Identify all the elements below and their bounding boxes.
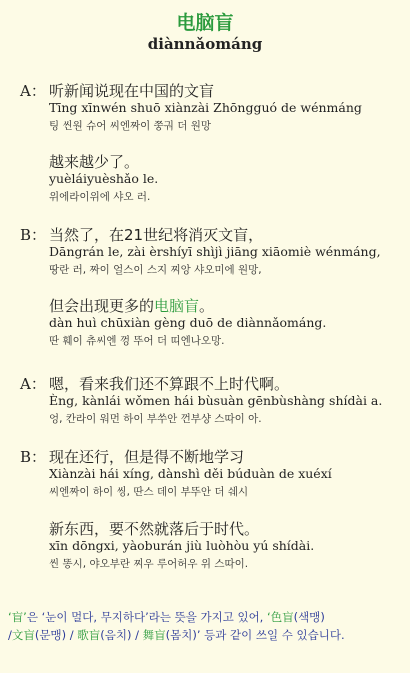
chinese-text: 新东西，要不然就落后于时代。	[49, 520, 260, 538]
highlighted-word: 电脑盲	[154, 297, 200, 315]
chinese-text-part: 但会出现更多的	[49, 297, 155, 315]
note-text: /	[8, 628, 12, 642]
note-text: 등과 같이 쓰일 수 있습니다.	[200, 628, 345, 642]
note-word: ‘盲’	[8, 610, 27, 624]
pinyin-text: dàn huì chūxiàn gèng duō de diànnǎománg.	[49, 315, 327, 330]
pinyin-text: yuèláiyuèshǎo le.	[49, 171, 159, 186]
page-title: 电脑盲	[176, 12, 234, 34]
speaker-label: A：	[20, 82, 46, 100]
pinyin-text: Èng, kànlái wǒmen hái bùsuàn gēnbùshàng shídài a.	[49, 393, 383, 408]
chinese-text: 越来越少了。	[49, 153, 140, 171]
pinyin-text: xīn dōngxi, yàoburán jiù luòhòu yú shídài.	[49, 538, 315, 553]
note-word: ‘色盲	[266, 610, 294, 624]
note-word: 舞盲	[142, 628, 166, 642]
note-text: 은 ‘눈이 멀다, 무지하다’라는 뜻을 가지고 있어,	[26, 610, 267, 624]
korean-pronunciation: 씨엔짜이 하이 씽, 딴스 데이 부뚜안 더 쉐시	[49, 486, 249, 498]
pinyin-text: Xiànzài hái xíng, dànshì děi búduàn de xuéxí	[49, 466, 332, 481]
chinese-text-part: 。	[199, 297, 215, 315]
note-text: (색맹)	[293, 610, 325, 624]
chinese-text: 当然了，在21世纪将消灭文盲，	[49, 226, 264, 244]
note-text: (음치) /	[100, 628, 143, 642]
chinese-text	[49, 295, 214, 316]
speaker-label: B：	[20, 448, 47, 466]
note-text: (몸치)’	[165, 628, 201, 642]
pinyin-text: Tīng xīnwén shuō xiànzài Zhōngguó de wénmáng	[49, 100, 362, 115]
korean-pronunciation: 딴 훼이 츄씨엔 껑 뚜어 더 띠엔나오망.	[49, 335, 225, 347]
korean-pronunciation: 위에라이위에 샤오 러.	[49, 191, 151, 203]
pinyin-text: Dāngrán le, zài èrshíyī shìjì jiāng xiāomiè wénmáng,	[49, 244, 381, 259]
note-text: (문맹) /	[34, 628, 78, 642]
korean-pronunciation: 씬 똥시, 야오부란 찌우 루어허우 위 스따이.	[49, 558, 249, 570]
speaker-label: B：	[20, 226, 47, 244]
korean-pronunciation: 땅란 러, 짜이 얼스이 스지 찌앙 샤오미에 원망,	[49, 264, 262, 276]
page-title-pinyin: diànnǎománg	[147, 35, 263, 53]
chinese-text: 现在还行，但是得不断地学习	[49, 448, 245, 466]
chinese-text: 嗯，看来我们还不算跟不上时代啊。	[49, 375, 290, 393]
korean-pronunciation: 엉, 칸라이 워먼 하이 부쑤안 껀부샹 스따이 아.	[49, 413, 262, 425]
chinese-text: 听新闻说现在中国的文盲	[49, 82, 215, 100]
usage-note	[8, 608, 404, 644]
korean-pronunciation: 팅 씬원 슈어 씨엔짜이 쭝궈 더 원망	[49, 120, 212, 132]
speaker-label: A：	[20, 375, 46, 393]
note-word: 歌盲	[77, 628, 101, 642]
note-word: 文盲	[11, 628, 35, 642]
